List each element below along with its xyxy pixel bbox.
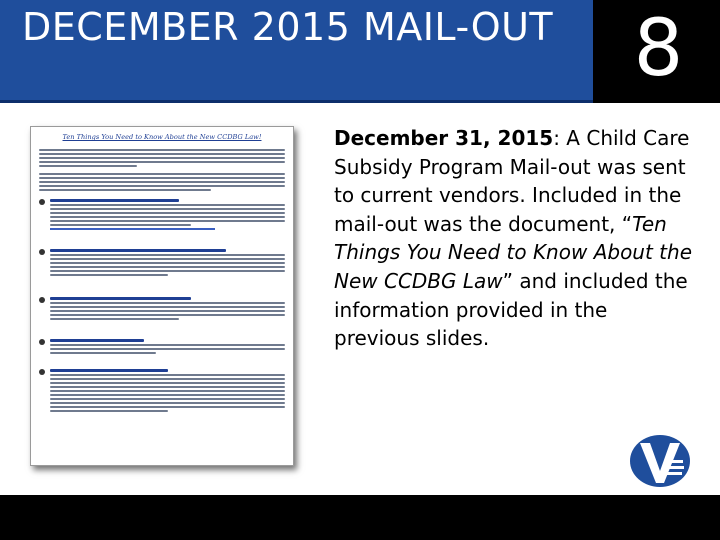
footer-bar	[0, 495, 720, 540]
document-second-paragraph	[39, 173, 285, 193]
body-outro: ” and included the information provided in the previous slides.	[334, 268, 688, 351]
date-colon: :	[553, 126, 560, 150]
date-label: December 31, 2015	[334, 126, 554, 150]
document-thumbnail	[30, 126, 294, 466]
body-intro: A Child Care Subsidy Program Mail-out was sent to current vendors. Included in the mail-out was the document, “	[334, 126, 690, 236]
title-box	[0, 0, 593, 103]
slide-number: 8	[633, 4, 684, 94]
document-name: Ten Things You Need to Know About the New CCDBG Law	[334, 211, 692, 293]
organization-logo	[628, 433, 692, 489]
document-thumbnail-heading: Ten Things You Need to Know About the New CCDBG Law!	[62, 133, 262, 141]
slide-title: DECEMBER 2015 MAIL-OUT	[22, 5, 554, 49]
slide-number-box	[597, 0, 720, 103]
body-text	[334, 124, 694, 353]
document-intro-paragraph	[39, 149, 285, 169]
